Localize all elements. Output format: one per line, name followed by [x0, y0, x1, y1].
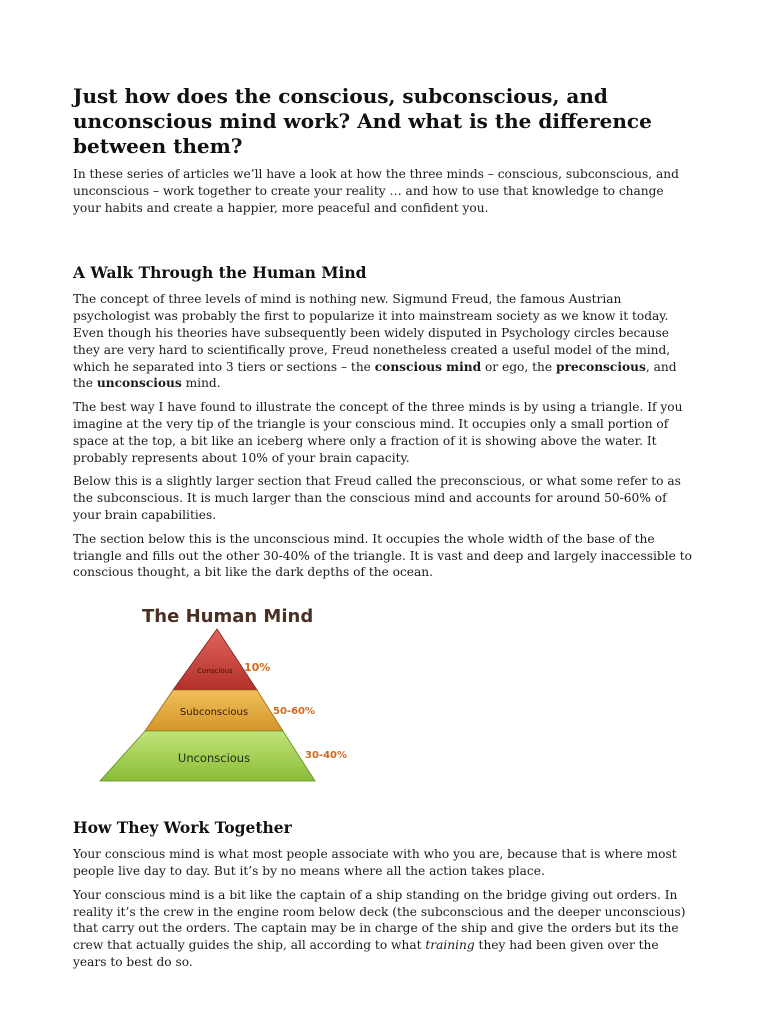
pyramid-svg	[95, 595, 375, 800]
section-heading-walk-through: A Walk Through the Human Mind	[73, 263, 367, 283]
text-span: mind.	[181, 376, 221, 391]
bold-preconscious: preconscious	[555, 359, 646, 374]
tier-unconscious-label: Unconscious	[177, 751, 251, 766]
bold-unconscious: unconscious	[96, 376, 182, 391]
paragraph-triangle: The best way I have found to illustrate the concept of the three minds is by using a triangle. If you imagine at the very tip of the triangle is your conscious mind. It occupies only a small portion of space at the top, a bit like an iceberg where only a fraction of it is showing above the water. It probably represents about 10% of your brain capacity.	[73, 400, 683, 465]
text-span: or ego, the	[481, 359, 556, 374]
article	[73, 84, 693, 971]
paragraph-captain-analogy	[73, 887, 693, 971]
text-span: The concept of three levels of mind is nothing new. Sigmund Freud, the famous Austrian psychologist was probably the first to popularize it into mainstream society as we know it today. Even though his theories have subsequently been widely disputed in Psychology circles because they are very hard to scientifically prove, Freud nonetheless created a useful model of the mind, which he separated into 3 tiers or sections – the	[73, 292, 671, 374]
paragraph-three-levels	[73, 291, 693, 392]
article-title: Just how does the conscious, subconscious, and unconscious mind work? And what is the difference between them?	[73, 84, 652, 158]
tier-subconscious-percent: 50-60%	[273, 706, 316, 718]
paragraph-unconscious: The section below this is the unconscious mind. It occupies the whole width of the base of the triangle and fills out the other 30-40% of the triangle. It is vast and deep and largely inaccessible to conscious thought, a bit like the dark depths of the ocean.	[73, 531, 692, 580]
text-span: they had been given over the years to best do so.	[73, 938, 659, 969]
tier-conscious-label: Conscious	[197, 667, 233, 676]
section-heading-work-together: How They Work Together	[73, 818, 292, 838]
italic-training: training	[425, 938, 475, 953]
tier-conscious-percent: 10%	[244, 661, 271, 675]
tier-unconscious-percent: 30-40%	[305, 750, 348, 762]
text-span: Your conscious mind is a bit like the captain of a ship standing on the bridge giving out orders. In reality it’s the crew in the engine room below deck (the subconscious and the deeper unconscious) that carry out the orders. The captain may be in charge of the ship and give the orders but its the crew that actually guides the ship, all according to what	[73, 887, 686, 953]
human-mind-pyramid-diagram	[95, 595, 375, 800]
paragraph-preconscious: Below this is a slightly larger section that Freud called the preconscious, or what some refer to as the subconscious. It is much larger than the conscious mind and accounts for around 50-60% of your brain capabilities.	[73, 474, 681, 522]
tier-conscious	[173, 629, 257, 690]
intro-paragraph: In these series of articles we’ll have a look at how the three minds – conscious, subconscious, and unconscious – work together to create your reality … and how to use that knowledge to change your habits and create a happier, more peaceful and confident you.	[73, 167, 679, 215]
bold-conscious-mind: conscious mind	[374, 359, 482, 374]
diagram-title: The Human Mind	[142, 606, 314, 628]
paragraph-conscious-identity: Your conscious mind is what most people associate with who you are, because that is where most people live day to day. But it’s by no means where all the action takes place.	[73, 847, 677, 878]
tier-subconscious-label: Subconscious	[179, 707, 249, 719]
text-span: , and the	[73, 359, 677, 391]
